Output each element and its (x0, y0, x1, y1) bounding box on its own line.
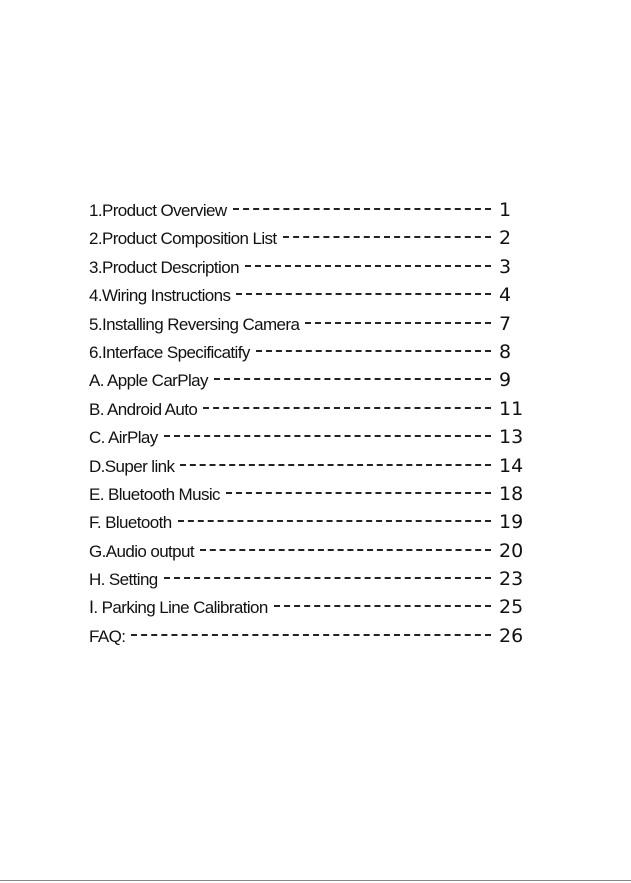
toc-entry-apple-carplay[interactable] (89, 366, 529, 394)
toc-entry-label: 4.Wiring Instructions (89, 286, 231, 306)
toc-entry-airplay[interactable] (89, 423, 529, 451)
toc-dot-leader (203, 407, 491, 409)
toc-entry-product-description[interactable] (89, 253, 529, 281)
toc-entry-label: 2.Product Composition List (89, 229, 277, 249)
toc-dot-leader (131, 634, 491, 636)
toc-entry-label: B. Android Auto (89, 399, 198, 419)
toc-dot-leader (236, 293, 491, 295)
toc-entry-bluetooth-music[interactable] (89, 480, 529, 508)
toc-entry-page-number: 9 (499, 369, 512, 392)
toc-entry-label: C. AirPlay (89, 428, 158, 448)
toc-entry-page-number: 19 (499, 511, 524, 534)
toc-entry-label: 5.Installing Reversing Camera (89, 314, 300, 334)
toc-entry-page-number: 4 (499, 284, 512, 307)
toc-dot-leader (178, 520, 491, 522)
toc-entry-page-number: 18 (499, 482, 524, 505)
toc-entry-label: A. Apple CarPlay (89, 371, 208, 391)
toc-dot-leader (214, 378, 491, 380)
toc-entry-label: H. Setting (89, 570, 158, 590)
toc-dot-leader (245, 265, 491, 267)
toc-entry-label: E. Bluetooth Music (89, 484, 220, 504)
toc-entry-label: Ⅰ. Parking Line Calibration (89, 598, 268, 618)
toc-entry-page-number: 3 (499, 255, 512, 278)
toc-entry-page-number: 1 (499, 199, 512, 221)
toc-entry-page-number: 2 (499, 227, 512, 250)
toc-dot-leader (274, 605, 491, 607)
toc-entry-label: 1.Product Overview (89, 201, 227, 220)
page-bottom-rule (0, 880, 631, 881)
toc-entry-installing-reversing-camera[interactable] (89, 310, 529, 338)
toc-entry-page-number: 26 (499, 624, 524, 647)
toc-dot-leader (164, 577, 491, 579)
toc-entry-wiring-instructions[interactable] (89, 281, 529, 309)
toc-dot-leader (180, 464, 491, 466)
toc-entry-page-number: 11 (499, 397, 524, 420)
toc-entry-audio-output[interactable] (89, 537, 529, 565)
toc-dot-leader (164, 435, 491, 437)
toc-entry-label: 6.Interface Specificatify (89, 342, 250, 362)
toc-entry-page-number: 20 (499, 539, 524, 562)
toc-entry-super-link[interactable] (89, 452, 529, 480)
toc-entry-setting[interactable] (89, 565, 529, 593)
table-of-contents (89, 196, 529, 650)
toc-entry-product-overview[interactable] (89, 196, 529, 224)
toc-dot-leader (200, 549, 491, 551)
toc-dot-leader (226, 492, 491, 494)
toc-entry-product-composition-list[interactable] (89, 224, 529, 252)
toc-dot-leader (256, 350, 491, 352)
toc-entry-interface-specification[interactable] (89, 338, 529, 366)
toc-entry-page-number: 14 (499, 454, 524, 477)
toc-entry-parking-line-calibration[interactable] (89, 593, 529, 621)
toc-dot-leader (283, 236, 491, 238)
toc-entry-page-number: 7 (499, 312, 512, 335)
toc-entry-page-number: 13 (499, 426, 524, 449)
toc-entry-label: FAQ: (89, 626, 126, 646)
toc-entry-page-number: 25 (499, 596, 524, 619)
toc-entry-label: 3.Product Description (89, 257, 239, 277)
toc-dot-leader (305, 322, 491, 324)
toc-entry-page-number: 8 (499, 340, 512, 363)
toc-entry-label: D.Super link (89, 456, 175, 476)
toc-entry-bluetooth[interactable] (89, 508, 529, 536)
toc-entry-page-number: 23 (499, 568, 524, 591)
toc-entry-label: F. Bluetooth (89, 513, 172, 533)
toc-entry-faq[interactable] (89, 622, 529, 650)
toc-entry-label: G.Audio output (89, 541, 195, 561)
toc-entry-android-auto[interactable] (89, 395, 529, 423)
toc-dot-leader (233, 208, 491, 210)
